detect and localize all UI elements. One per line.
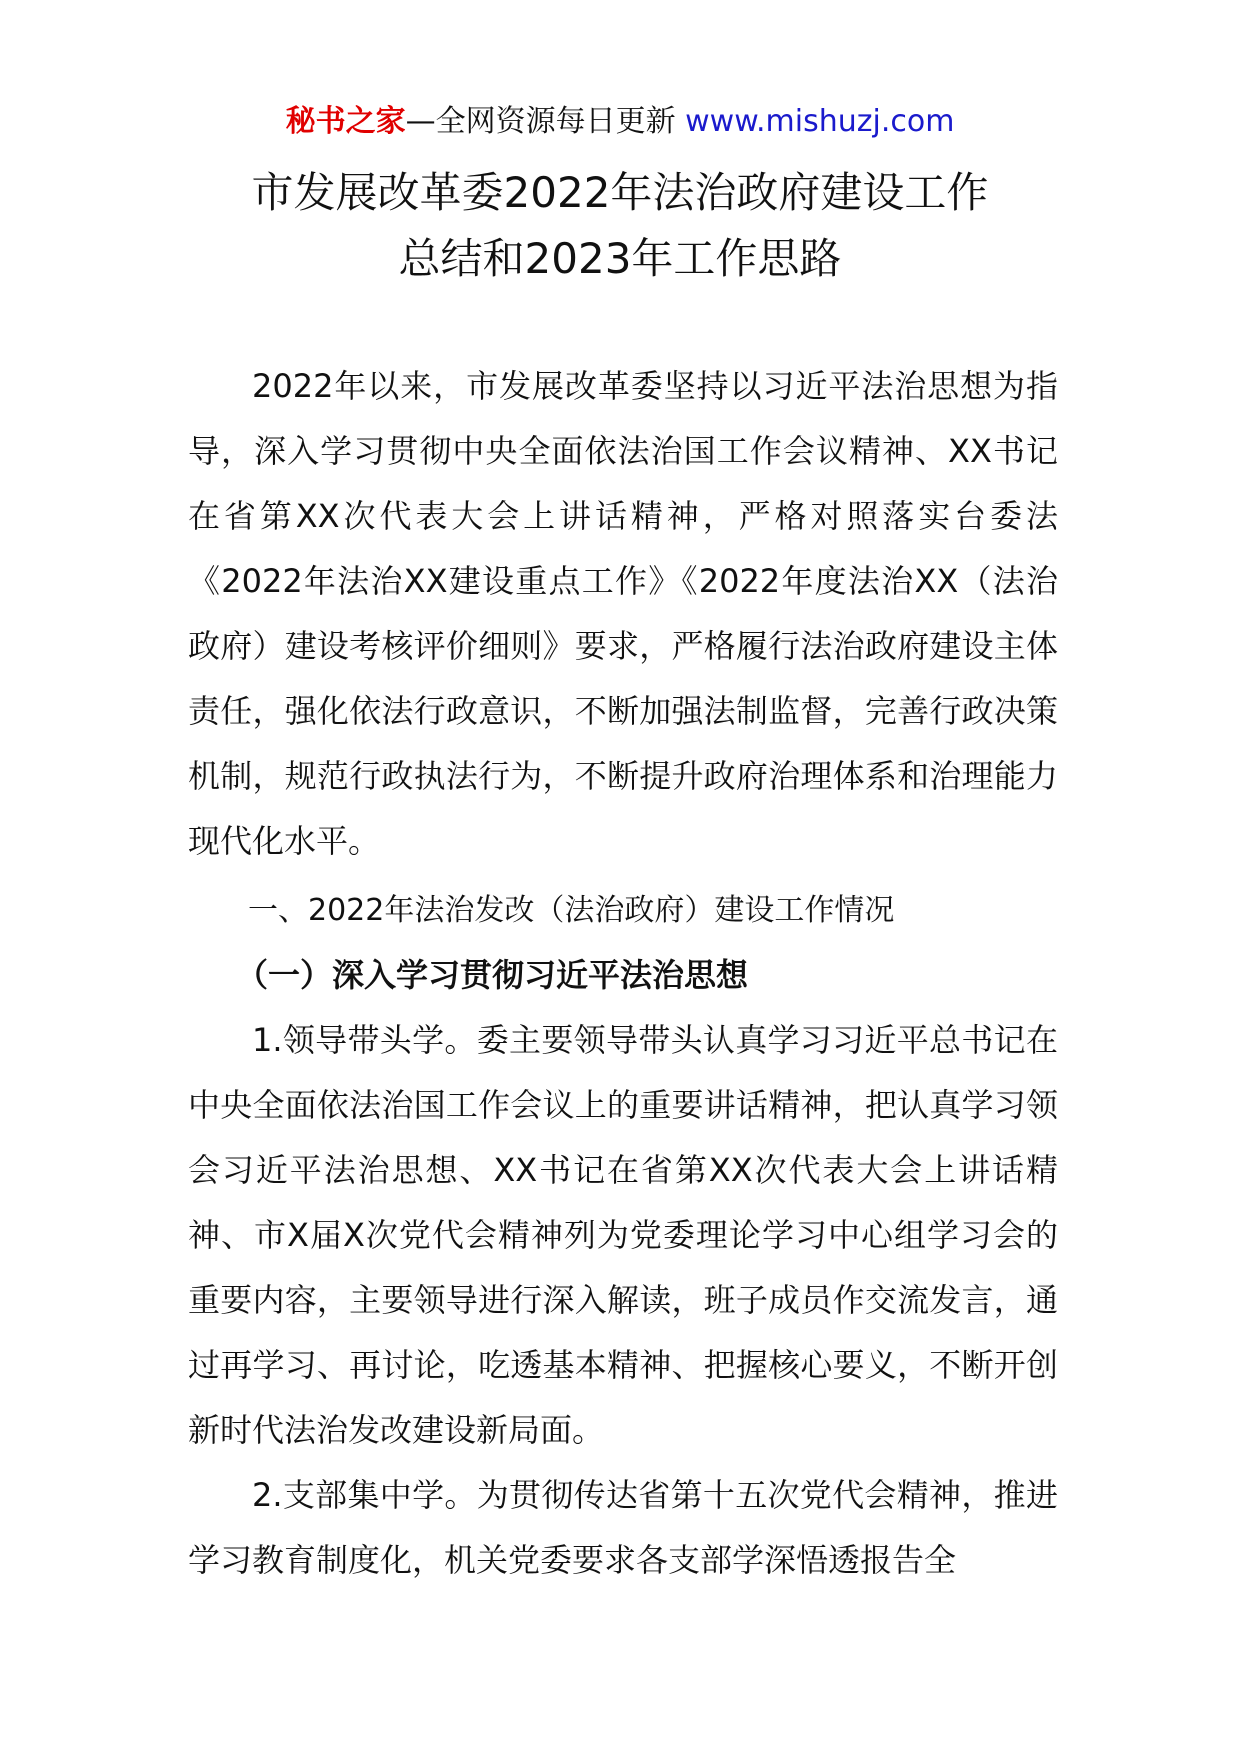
item-paragraph-2: 2.支部集中学。为贯彻传达省第十五次党代会精神，推进学习教育制度化，机关党委要求各支部学深悟透报告全 xyxy=(188,1476,1058,1579)
header-banner xyxy=(0,100,1240,144)
site-url-link[interactable]: www.mishuzj.com xyxy=(685,104,955,139)
intro-paragraph: 2022年以来，市发展改革委坚持以习近平法治思想为指导，深入学习贯彻中央全面依法治国工作会议精神、XX书记在省第XX次代表大会上讲话精神，严格对照落实台委法《2022年法治XX建设重点工作》《2022年度法治XX（法治政府）建设考核评价细则》要求，严格履行法治政府建设主体责任，强化依法行政意识，不断加强法制监督，完善行政决策机制，规范行政执法行为，不断提升政府治理体系和治理能力现代化水平。 xyxy=(188,367,1058,860)
title-line-1: 市发展改革委2022年法治政府建设工作 xyxy=(251,168,989,217)
header-tagline: —全网资源每日更新 xyxy=(405,104,686,139)
brand-name: 秘书之家 xyxy=(285,104,406,139)
item-paragraph-1: 1.领导带头学。委主要领导带头认真学习习近平总书记在中央全面依法治国工作会议上的重要讲话精神，把认真学习领会习近平法治思想、XX书记在省第XX次代表大会上讲话精神、市X届X次党代会精神列为党委理论学习中心组学习会的重要内容，主要领导进行深入解读，班子成员作交流发言，通过再学习、再讨论，吃透基本精神、把握核心要义，不断开创新时代法治发改建设新局面。 xyxy=(188,1021,1058,1449)
section-heading: 一、2022年法治发改（法治政府）建设工作情况 xyxy=(248,893,895,928)
subsection-heading: （一）深入学习贯彻习近平法治思想 xyxy=(236,956,749,994)
document-title xyxy=(0,160,1240,292)
document-body xyxy=(188,354,1058,1593)
title-line-2: 总结和2023年工作思路 xyxy=(398,234,842,283)
